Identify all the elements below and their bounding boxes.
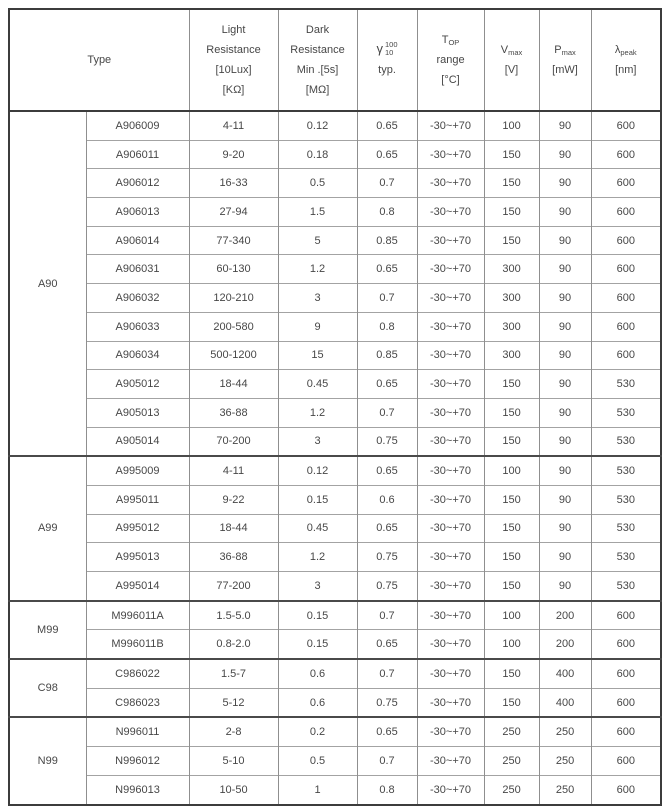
lambda-peak-cell: 600: [591, 255, 661, 284]
gamma-cell: 0.7: [357, 169, 417, 198]
gamma-cell: 0.65: [357, 514, 417, 543]
dark-resistance-cell: 0.2: [278, 717, 357, 746]
part-number-cell: A995009: [86, 456, 189, 485]
top-range-cell: -30~+70: [417, 659, 484, 688]
light-resistance-cell: 2-8: [189, 717, 278, 746]
table-row: [9, 572, 661, 601]
vmax-cell: 150: [484, 226, 539, 255]
light-resistance-cell: 18-44: [189, 370, 278, 399]
light-resistance-cell: 36-88: [189, 543, 278, 572]
gamma-sup: 100: [385, 39, 398, 49]
light-resistance-cell: 36-88: [189, 398, 278, 427]
part-number-cell: A905013: [86, 398, 189, 427]
vmax-cell: 150: [484, 514, 539, 543]
top-base: T: [441, 34, 449, 46]
gamma-cell: 0.65: [357, 456, 417, 485]
part-number-cell: A905012: [86, 370, 189, 399]
light-resistance-cell: 120-210: [189, 284, 278, 313]
part-number-cell: A995013: [86, 543, 189, 572]
top-range-cell: -30~+70: [417, 398, 484, 427]
pmax-cell: 90: [539, 226, 591, 255]
vmax-cell: 150: [484, 688, 539, 717]
pmax-base: P: [554, 44, 562, 56]
top-range-cell: -30~+70: [417, 255, 484, 284]
table-row: [9, 169, 661, 198]
vmax-base: V: [500, 44, 509, 56]
part-number-cell: A906013: [86, 198, 189, 227]
light-resistance-cell: 60-130: [189, 255, 278, 284]
lambda-peak-cell: 530: [591, 485, 661, 514]
header-line: typ.: [378, 64, 396, 76]
gamma-cell: 0.85: [357, 341, 417, 370]
dark-resistance-cell: 1.2: [278, 543, 357, 572]
lambda-peak-cell: 600: [591, 111, 661, 140]
pmax-cell: 200: [539, 630, 591, 659]
part-number-cell: A906032: [86, 284, 189, 313]
header-line: [540, 40, 591, 60]
dark-resistance-cell: 0.6: [278, 659, 357, 688]
top-range-cell: -30~+70: [417, 312, 484, 341]
vmax-cell: 300: [484, 312, 539, 341]
lambda-peak-cell: 600: [591, 140, 661, 169]
dark-resistance-cell: 0.18: [278, 140, 357, 169]
part-number-cell: A995011: [86, 485, 189, 514]
header-line: Min .[5s]: [296, 64, 339, 76]
gamma-ratio: [385, 41, 398, 57]
vmax-cell: 150: [484, 427, 539, 456]
dark-resistance-cell: 0.5: [278, 747, 357, 776]
top-range-cell: -30~+70: [417, 514, 484, 543]
header-line: [418, 30, 484, 50]
light-resistance-cell: 4-11: [189, 111, 278, 140]
gamma-cell: 0.75: [357, 688, 417, 717]
pmax-sub: max: [561, 48, 576, 57]
light-resistance-cell: 70-200: [189, 427, 278, 456]
light-resistance-cell: 1.5-5.0: [189, 601, 278, 630]
gamma-cell: 0.65: [357, 630, 417, 659]
dark-resistance-cell: 0.6: [278, 688, 357, 717]
gamma-cell: 0.65: [357, 370, 417, 399]
table-row: [9, 226, 661, 255]
type-group-cell: A99: [9, 456, 86, 600]
table-row: [9, 111, 661, 140]
part-number-cell: C986022: [86, 659, 189, 688]
header-row: [9, 9, 661, 111]
header-line: [485, 40, 539, 60]
vmax-cell: 150: [484, 543, 539, 572]
top-range-cell: -30~+70: [417, 717, 484, 746]
photoresistor-spec-table: [8, 8, 662, 806]
dark-resistance-cell: 0.45: [278, 370, 357, 399]
type-group-cell: C98: [9, 659, 86, 717]
light-resistance-cell: 18-44: [189, 514, 278, 543]
pmax-cell: 90: [539, 572, 591, 601]
vmax-cell: 150: [484, 398, 539, 427]
dark-resistance-cell: 1.2: [278, 255, 357, 284]
table-row: [9, 485, 661, 514]
header-line: Light: [221, 24, 246, 36]
table-row: [9, 747, 661, 776]
gamma-cell: 0.8: [357, 775, 417, 804]
dark-resistance-cell: 15: [278, 341, 357, 370]
col-header-pmax: [539, 9, 591, 111]
table-row: [9, 341, 661, 370]
gamma-cell: 0.6: [357, 485, 417, 514]
light-resistance-cell: 4-11: [189, 456, 278, 485]
gamma-cell: 0.7: [357, 284, 417, 313]
pmax-cell: 400: [539, 688, 591, 717]
dark-resistance-cell: 1.5: [278, 198, 357, 227]
top-range-cell: -30~+70: [417, 775, 484, 804]
gamma-cell: 0.65: [357, 111, 417, 140]
lambda-peak-cell: 600: [591, 717, 661, 746]
light-resistance-cell: 16-33: [189, 169, 278, 198]
vmax-cell: 150: [484, 169, 539, 198]
table-row: [9, 659, 661, 688]
type-group-cell: N99: [9, 717, 86, 804]
gamma-cell: 0.7: [357, 398, 417, 427]
dark-resistance-cell: 5: [278, 226, 357, 255]
gamma-symbol: [377, 41, 398, 57]
header-line: [nm]: [615, 64, 637, 76]
top-range-cell: -30~+70: [417, 601, 484, 630]
part-number-cell: A906031: [86, 255, 189, 284]
lambda-peak-cell: 600: [591, 284, 661, 313]
vmax-cell: 150: [484, 198, 539, 227]
pmax-cell: 250: [539, 747, 591, 776]
table-row: [9, 198, 661, 227]
light-resistance-cell: 5-10: [189, 747, 278, 776]
header-line: Dark: [305, 24, 330, 36]
type-group-cell: M99: [9, 601, 86, 659]
col-header-dark-resistance: [278, 9, 357, 111]
lambda-peak-cell: 530: [591, 370, 661, 399]
type-group-cell: A90: [9, 111, 86, 456]
vmax-cell: 100: [484, 456, 539, 485]
gamma-sub: 10: [385, 47, 394, 57]
pmax-cell: 90: [539, 111, 591, 140]
header-line: [MΩ]: [305, 84, 330, 96]
dark-resistance-cell: 3: [278, 572, 357, 601]
top-range-cell: -30~+70: [417, 485, 484, 514]
lambda-peak-cell: 530: [591, 398, 661, 427]
pmax-cell: 250: [539, 717, 591, 746]
part-number-cell: A995014: [86, 572, 189, 601]
light-resistance-cell: 200-580: [189, 312, 278, 341]
header-line: [°C]: [441, 74, 460, 86]
type-label: Type: [87, 54, 112, 66]
lambda-peak-cell: 600: [591, 747, 661, 776]
table-row: [9, 427, 661, 456]
part-number-cell: A906011: [86, 140, 189, 169]
lambda-peak-cell: 600: [591, 341, 661, 370]
part-number-cell: N996011: [86, 717, 189, 746]
gamma-cell: 0.75: [357, 543, 417, 572]
light-resistance-cell: 9-20: [189, 140, 278, 169]
vmax-sub: max: [508, 48, 523, 57]
header-line: [mW]: [552, 64, 578, 76]
vmax-cell: 150: [484, 370, 539, 399]
table-row: [9, 630, 661, 659]
part-number-cell: M996011A: [86, 601, 189, 630]
light-resistance-cell: 10-50: [189, 775, 278, 804]
vmax-cell: 150: [484, 485, 539, 514]
col-header-vmax: [484, 9, 539, 111]
top-range-cell: -30~+70: [417, 543, 484, 572]
pmax-cell: 90: [539, 284, 591, 313]
vmax-cell: 150: [484, 572, 539, 601]
vmax-cell: 100: [484, 601, 539, 630]
table-row: [9, 312, 661, 341]
part-number-cell: N996012: [86, 747, 189, 776]
gamma-cell: 0.65: [357, 717, 417, 746]
table-row: [9, 140, 661, 169]
part-number-cell: A906014: [86, 226, 189, 255]
header-line: [KΩ]: [222, 84, 245, 96]
col-header-lambda-peak: [591, 9, 661, 111]
header-line: [10Lux]: [215, 64, 252, 76]
header-line: [V]: [504, 64, 519, 76]
table-header: [9, 9, 661, 111]
part-number-cell: A906009: [86, 111, 189, 140]
pmax-cell: 90: [539, 140, 591, 169]
table-row: [9, 717, 661, 746]
top-range-cell: -30~+70: [417, 688, 484, 717]
pmax-cell: 90: [539, 341, 591, 370]
lambda-peak-cell: 600: [591, 630, 661, 659]
part-number-cell: C986023: [86, 688, 189, 717]
top-range-cell: -30~+70: [417, 169, 484, 198]
lambda-peak-cell: 600: [591, 601, 661, 630]
lambda-peak-cell: 600: [591, 198, 661, 227]
pmax-cell: 90: [539, 398, 591, 427]
dark-resistance-cell: 3: [278, 284, 357, 313]
vmax-cell: 250: [484, 717, 539, 746]
dark-resistance-cell: 0.45: [278, 514, 357, 543]
gamma-cell: 0.75: [357, 572, 417, 601]
table-row: [9, 514, 661, 543]
dark-resistance-cell: 0.12: [278, 456, 357, 485]
header-line: [592, 40, 661, 60]
lambda-peak-cell: 600: [591, 169, 661, 198]
lambda-peak-cell: 600: [591, 688, 661, 717]
header-line: range: [436, 54, 465, 66]
top-sub: OP: [448, 38, 460, 47]
light-resistance-cell: 5-12: [189, 688, 278, 717]
dark-resistance-cell: 0.12: [278, 111, 357, 140]
part-number-cell: N996013: [86, 775, 189, 804]
gamma-cell: 0.8: [357, 312, 417, 341]
header-line: Resistance: [290, 44, 345, 56]
light-resistance-cell: 77-340: [189, 226, 278, 255]
header-line: Resistance: [206, 44, 261, 56]
pmax-cell: 90: [539, 543, 591, 572]
vmax-cell: 300: [484, 255, 539, 284]
vmax-cell: 100: [484, 630, 539, 659]
lambda-peak-cell: 600: [591, 312, 661, 341]
pmax-cell: 90: [539, 198, 591, 227]
lambda-peak-cell: 600: [591, 226, 661, 255]
gamma-cell: 0.7: [357, 601, 417, 630]
light-resistance-cell: 1.5-7: [189, 659, 278, 688]
gamma-cell: 0.7: [357, 747, 417, 776]
top-range-cell: -30~+70: [417, 456, 484, 485]
top-range-cell: -30~+70: [417, 747, 484, 776]
top-range-cell: -30~+70: [417, 226, 484, 255]
table-row: [9, 775, 661, 804]
table-row: [9, 688, 661, 717]
dark-resistance-cell: 1.2: [278, 398, 357, 427]
pmax-cell: 90: [539, 456, 591, 485]
pmax-cell: 400: [539, 659, 591, 688]
gamma-cell: 0.8: [357, 198, 417, 227]
part-number-cell: M996011B: [86, 630, 189, 659]
dark-resistance-cell: 0.15: [278, 601, 357, 630]
pmax-cell: 250: [539, 775, 591, 804]
light-resistance-cell: 77-200: [189, 572, 278, 601]
vmax-cell: 250: [484, 747, 539, 776]
lambda-peak-cell: 600: [591, 659, 661, 688]
vmax-cell: 100: [484, 111, 539, 140]
table-row: [9, 601, 661, 630]
lambda-peak-cell: 530: [591, 514, 661, 543]
part-number-cell: A906034: [86, 341, 189, 370]
top-range-cell: -30~+70: [417, 284, 484, 313]
top-range-cell: -30~+70: [417, 370, 484, 399]
vmax-cell: 300: [484, 284, 539, 313]
light-resistance-cell: 0.8-2.0: [189, 630, 278, 659]
table-row: [9, 370, 661, 399]
pmax-cell: 90: [539, 255, 591, 284]
gamma-cell: 0.75: [357, 427, 417, 456]
top-range-cell: -30~+70: [417, 198, 484, 227]
dark-resistance-cell: 0.5: [278, 169, 357, 198]
top-range-cell: -30~+70: [417, 572, 484, 601]
vmax-cell: 150: [484, 140, 539, 169]
gamma-cell: 0.65: [357, 255, 417, 284]
table-row: [9, 284, 661, 313]
lpeak-sub: peak: [620, 48, 637, 57]
pmax-cell: 90: [539, 427, 591, 456]
pmax-cell: 90: [539, 312, 591, 341]
gamma-cell: 0.85: [357, 226, 417, 255]
dark-resistance-cell: 9: [278, 312, 357, 341]
col-header-type: [9, 9, 189, 111]
top-range-cell: -30~+70: [417, 630, 484, 659]
vmax-cell: 250: [484, 775, 539, 804]
vmax-cell: 300: [484, 341, 539, 370]
pmax-cell: 90: [539, 370, 591, 399]
table-body: [9, 111, 661, 805]
lambda-peak-cell: 530: [591, 572, 661, 601]
lambda-peak-cell: 530: [591, 456, 661, 485]
col-header-light-resistance: [189, 9, 278, 111]
gamma-letter: γ: [376, 41, 383, 56]
pmax-cell: 90: [539, 485, 591, 514]
light-resistance-cell: 27-94: [189, 198, 278, 227]
col-header-top-range: [417, 9, 484, 111]
top-range-cell: -30~+70: [417, 341, 484, 370]
gamma-cell: 0.65: [357, 140, 417, 169]
light-resistance-cell: 500-1200: [189, 341, 278, 370]
part-number-cell: A906033: [86, 312, 189, 341]
top-range-cell: -30~+70: [417, 111, 484, 140]
gamma-cell: 0.7: [357, 659, 417, 688]
pmax-cell: 90: [539, 514, 591, 543]
part-number-cell: A995012: [86, 514, 189, 543]
top-range-cell: -30~+70: [417, 427, 484, 456]
dark-resistance-cell: 0.15: [278, 485, 357, 514]
pmax-cell: 90: [539, 169, 591, 198]
pmax-cell: 200: [539, 601, 591, 630]
table-row: [9, 255, 661, 284]
part-number-cell: A906012: [86, 169, 189, 198]
dark-resistance-cell: 3: [278, 427, 357, 456]
lambda-peak-cell: 530: [591, 543, 661, 572]
lpeak-base: λ: [614, 44, 621, 56]
dark-resistance-cell: 0.15: [278, 630, 357, 659]
table-row: [9, 398, 661, 427]
top-range-cell: -30~+70: [417, 140, 484, 169]
light-resistance-cell: 9-22: [189, 485, 278, 514]
table-row: [9, 456, 661, 485]
dark-resistance-cell: 1: [278, 775, 357, 804]
vmax-cell: 150: [484, 659, 539, 688]
lambda-peak-cell: 600: [591, 775, 661, 804]
part-number-cell: A905014: [86, 427, 189, 456]
col-header-gamma: [357, 9, 417, 111]
lambda-peak-cell: 530: [591, 427, 661, 456]
table-row: [9, 543, 661, 572]
